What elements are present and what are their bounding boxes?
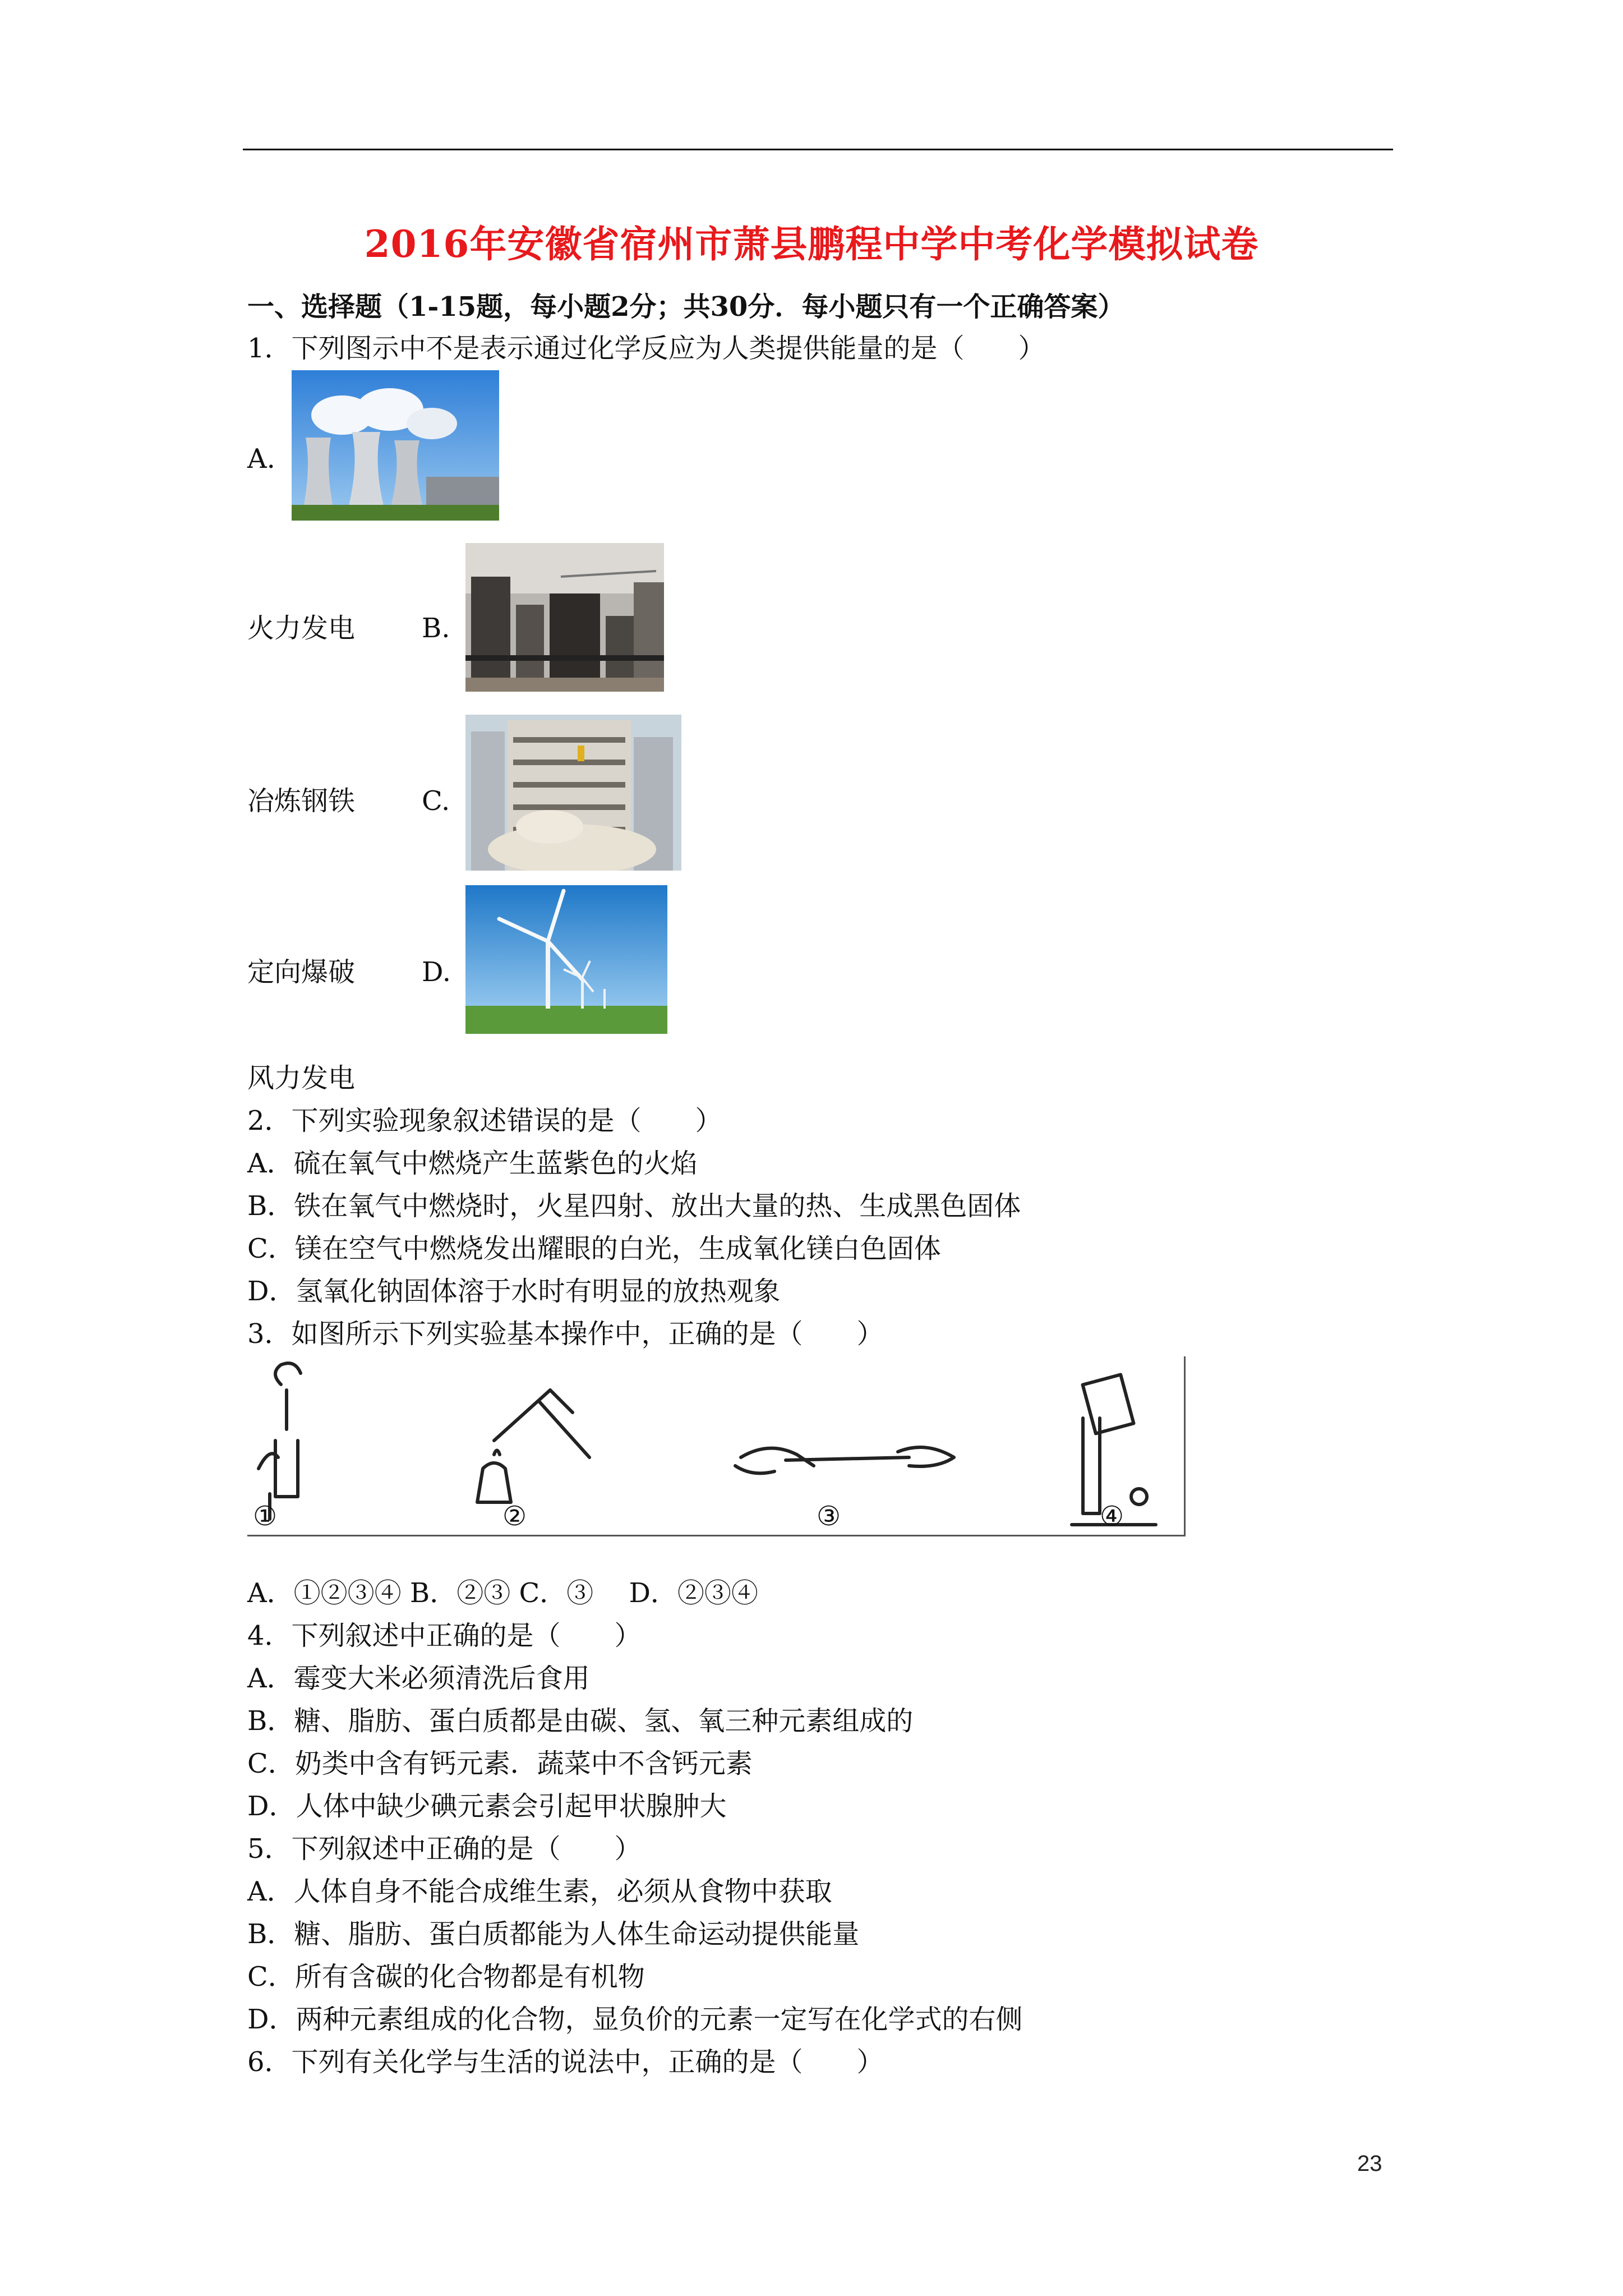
thermal-power-plant-image [292, 370, 499, 521]
question-4-option-d: D．人体中缺少碘元素会引起甲状腺肿大 [247, 1791, 727, 1822]
controlled-demolition-image [465, 715, 681, 871]
question-2-option-b: B．铁在氧气中燃烧时，火星四射、放出大量的热、生成黑色固体 [247, 1190, 1021, 1222]
figure-label-3: ③ [817, 1501, 841, 1532]
option-c-label: C. [422, 785, 450, 817]
question-2-option-a: A．硫在氧气中燃烧产生蓝紫色的火焰 [247, 1148, 698, 1179]
question-2-option-d: D．氢氧化钠固体溶于水时有明显的放热观象 [247, 1276, 781, 1307]
caption-controlled-demolition: 定向爆破 [247, 956, 356, 988]
question-5-stem: 5．下列叙述中正确的是（ ） [247, 1833, 642, 1865]
exam-title: 2016年安徽省宿州市萧县鹏程中学中考化学模拟试卷 [364, 222, 1259, 266]
option-d-label: D. [422, 956, 451, 988]
question-2-option-c: C．镁在空气中燃烧发出耀眼的白光，生成氧化镁白色固体 [247, 1233, 941, 1264]
caption-thermal-power: 火力发电 [247, 613, 356, 644]
figure-label-4: ④ [1100, 1501, 1124, 1532]
figure-label-1: ① [253, 1501, 278, 1532]
question-5-option-a: A．人体自身不能合成维生素，必须从食物中获取 [247, 1876, 832, 1907]
question-3-options: A．①②③④ B．②③ C．③ D．②③④ [247, 1577, 758, 1609]
figure-label-2: ② [502, 1501, 527, 1532]
question-5-option-c: C．所有含碳的化合物都是有机物 [247, 1961, 645, 1993]
section-heading: 一、选择题（1-15题，每小题2分；共30分．每小题只有一个正确答案） [247, 291, 1125, 323]
question-5-option-b: B．糖、脂肪、蛋白质都能为人体生命运动提供能量 [247, 1918, 860, 1950]
question-4-option-c: C．奶类中含有钙元素．蔬菜中不含钙元素 [247, 1748, 753, 1779]
question-4-stem: 4．下列叙述中正确的是（ ） [247, 1620, 642, 1651]
question-4-option-a: A．霉变大米必须清洗后食用 [247, 1663, 590, 1694]
caption-wind-power: 风力发电 [247, 1062, 356, 1094]
page-number: 23 [1357, 2151, 1382, 2176]
question-1-stem: 1．下列图示中不是表示通过化学反应为人类提供能量的是（ ） [247, 333, 1045, 364]
steel-smelting-image [465, 543, 664, 692]
question-2-stem: 2．下列实验现象叙述错误的是（ ） [247, 1105, 722, 1137]
option-b-label: B. [422, 613, 450, 644]
header-rule [243, 149, 1393, 150]
lab-operations-figure [247, 1356, 1186, 1536]
option-a-label: A. [247, 443, 275, 475]
wind-power-image [465, 885, 667, 1034]
question-6-stem: 6．下列有关化学与生活的说法中，正确的是（ ） [247, 2046, 884, 2078]
question-5-option-d: D．两种元素组成的化合物，显负价的元素一定写在化学式的右侧 [247, 2004, 1023, 2035]
question-4-option-b: B．糖、脂肪、蛋白质都是由碳、氢、氧三种元素组成的 [247, 1705, 914, 1737]
caption-steel-smelting: 冶炼钢铁 [247, 785, 356, 817]
question-3-stem: 3．如图所示下列实验基本操作中，正确的是（ ） [247, 1318, 884, 1350]
